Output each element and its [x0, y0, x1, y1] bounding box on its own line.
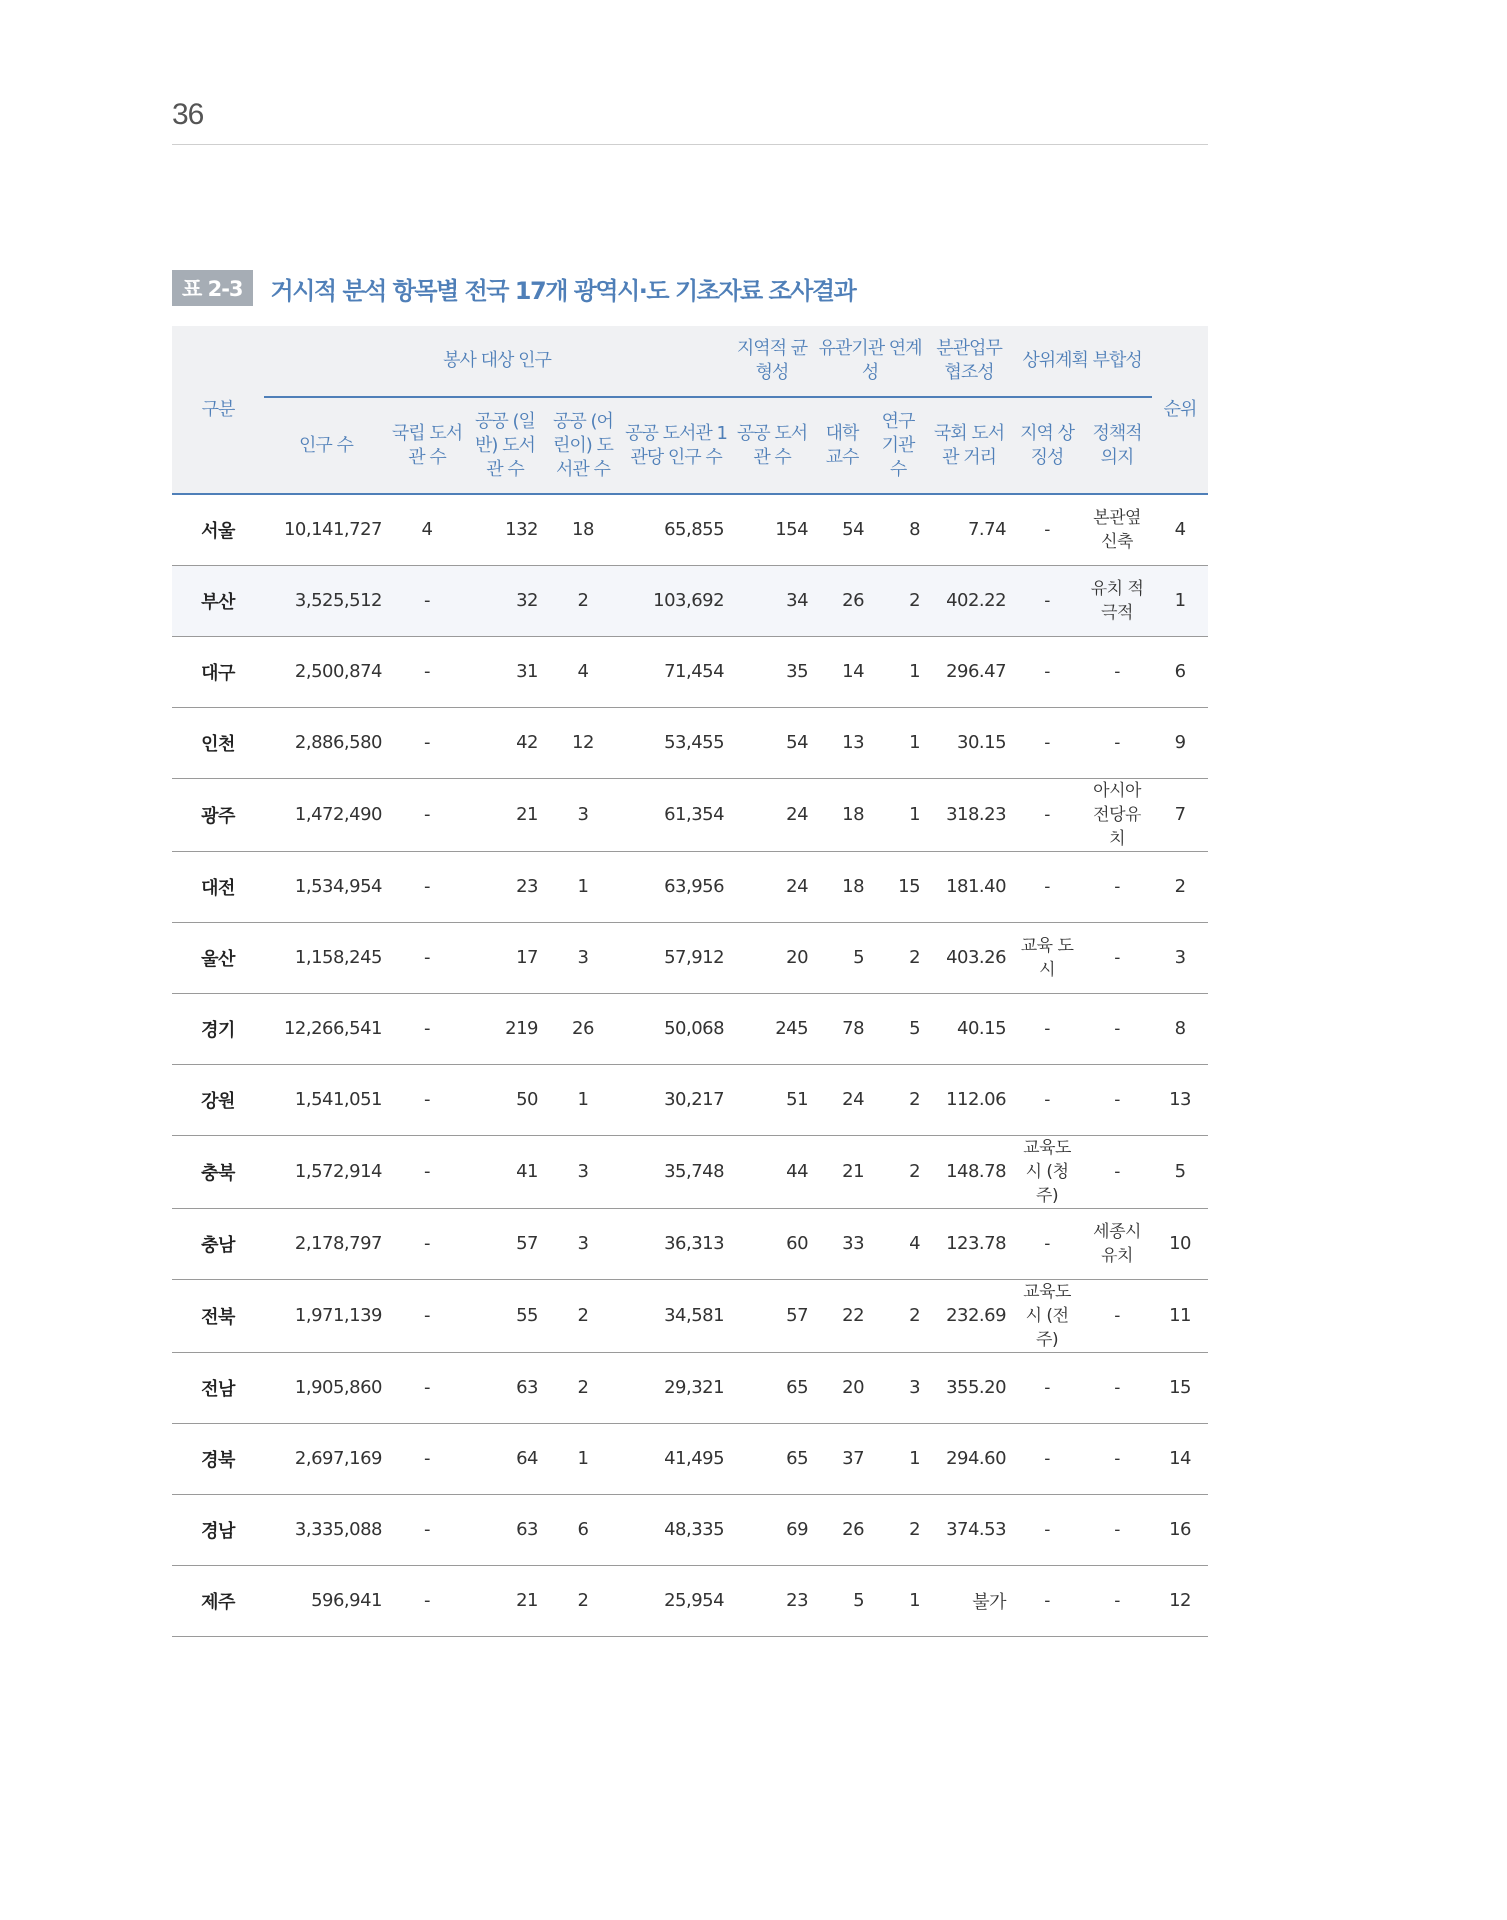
population-per-library-cell: 36,313 [664, 1233, 725, 1254]
national-library-cell: - [424, 1089, 430, 1110]
research-cell: 1 [909, 1590, 921, 1611]
region-cell: 강원 [201, 1090, 235, 1112]
university-cell: 26 [814, 565, 870, 636]
header-population: 인구 수 [264, 397, 388, 494]
national-library-cell: - [424, 947, 430, 968]
public-library-count-cell: 23 [786, 1590, 809, 1611]
population-cell: 1,534,954 [294, 876, 382, 897]
region-cell: 경남 [201, 1520, 235, 1542]
university-cell: 22 [842, 1305, 865, 1326]
national-library-cell: - [424, 1233, 430, 1254]
distance-cell: 123.78 [946, 1233, 1007, 1254]
rank-cell: 11 [1169, 1305, 1192, 1326]
population-per-library-cell: 30,217 [664, 1089, 725, 1110]
public-children-cell: 3 [577, 804, 589, 825]
policy-will-cell: - [1114, 1519, 1120, 1540]
public-children-cell: 18 [572, 519, 594, 541]
policy-will-cell: 아시아 전당유치 [1093, 780, 1141, 849]
population-per-library-cell: 103,692 [622, 565, 730, 636]
rank-cell: 15 [1169, 1377, 1192, 1398]
distance-cell: 112.06 [946, 1089, 1007, 1110]
distance-cell: 181.40 [946, 876, 1007, 897]
public-library-count-cell: 65 [786, 1377, 809, 1398]
population-per-library-cell: 61,354 [664, 804, 725, 825]
rank-cell: 10 [1169, 1233, 1192, 1254]
regional-symbol-cell: - [1044, 1018, 1050, 1039]
header-group-linked: 유관기관 연계성 [814, 326, 926, 397]
regional-symbol-cell: - [1044, 661, 1050, 682]
research-cell: 1 [909, 1448, 921, 1469]
public-library-count-cell: 35 [786, 661, 809, 682]
population-per-library-cell: 57,912 [664, 947, 725, 968]
regional-symbol-cell: - [1044, 732, 1050, 753]
regional-symbol-cell: - [1044, 804, 1050, 825]
table-row [172, 851, 1208, 922]
research-cell: 15 [898, 876, 921, 897]
rank-cell: 2 [1174, 876, 1186, 897]
rank-cell: 16 [1169, 1519, 1192, 1540]
header-policy-will: 정책적 의지 [1082, 397, 1152, 494]
research-cell: 2 [909, 1519, 921, 1540]
page-number: 36 [172, 98, 204, 131]
national-library-cell: - [424, 876, 430, 897]
population-per-library-cell: 53,455 [664, 732, 725, 753]
region-cell: 충남 [201, 1234, 235, 1256]
national-library-cell: - [388, 565, 466, 636]
population-per-library-cell: 25,954 [664, 1590, 725, 1611]
research-cell: 3 [909, 1377, 921, 1398]
policy-will-cell: 유치 적극적 [1082, 565, 1152, 636]
public-general-cell: 57 [516, 1233, 538, 1254]
distance-cell: 402.22 [926, 565, 1012, 636]
region-cell: 전북 [201, 1306, 235, 1328]
public-general-cell: 63 [516, 1519, 538, 1540]
public-general-cell: 219 [505, 1018, 538, 1039]
population-cell: 1,905,860 [294, 1377, 382, 1398]
regional-symbol-cell: - [1044, 876, 1050, 897]
national-library-cell: - [424, 1590, 430, 1611]
policy-will-cell: - [1114, 1590, 1120, 1611]
public-general-cell: 55 [516, 1305, 538, 1326]
region-cell: 대전 [201, 877, 235, 899]
header-national-libraries: 국립 도서관 수 [388, 397, 466, 494]
population-cell: 2,500,874 [294, 661, 382, 682]
distance-cell: 30.15 [957, 732, 1007, 753]
table-caption [172, 272, 855, 304]
research-cell: 1 [909, 732, 921, 753]
header-university-professors: 대학 교수 [814, 397, 870, 494]
policy-will-cell: - [1114, 1018, 1120, 1039]
distance-cell: 294.60 [946, 1448, 1007, 1469]
public-children-cell: 2 [577, 1590, 589, 1611]
header-group-branch: 분관업무 협조성 [926, 326, 1012, 397]
public-library-count-cell: 44 [786, 1161, 809, 1182]
population-per-library-cell: 50,068 [664, 1018, 725, 1039]
rank-cell: 4 [1174, 519, 1186, 541]
public-children-cell: 2 [577, 1377, 589, 1398]
public-library-count-cell: 20 [786, 947, 809, 968]
public-children-cell: 3 [577, 947, 589, 968]
header-rank: 순위 [1152, 326, 1208, 494]
research-cell: 1 [909, 661, 921, 682]
region-cell: 대구 [201, 662, 235, 684]
population-per-library-cell: 63,956 [664, 876, 725, 897]
public-children-cell: 2 [544, 565, 622, 636]
table-row [172, 636, 1208, 707]
population-cell: 2,697,169 [294, 1448, 382, 1469]
table-row [172, 993, 1208, 1064]
header-public-general: 공공 (일반) 도서관 수 [466, 397, 544, 494]
public-library-count-cell: 69 [786, 1519, 809, 1540]
university-cell: 24 [842, 1089, 865, 1110]
region-cell: 서울 [201, 520, 235, 542]
table-row [172, 565, 1208, 636]
public-children-cell: 6 [577, 1519, 589, 1540]
policy-will-cell: - [1114, 1305, 1120, 1326]
regional-symbol-cell: 교육도시 (전주) [1023, 1281, 1071, 1350]
population-per-library-cell: 29,321 [664, 1377, 725, 1398]
policy-will-cell: - [1114, 732, 1120, 753]
region-cell: 경기 [201, 1019, 235, 1041]
university-cell: 20 [842, 1377, 865, 1398]
national-library-cell: 4 [421, 519, 433, 541]
university-cell: 13 [842, 732, 865, 753]
national-library-cell: - [424, 1018, 430, 1039]
population-per-library-cell: 65,855 [664, 519, 725, 541]
public-children-cell: 1 [577, 876, 589, 897]
header-research-institutes: 연구 기관 수 [870, 397, 926, 494]
population-cell: 1,158,245 [294, 947, 382, 968]
table-row [172, 922, 1208, 993]
header-regional-symbol: 지역 상징성 [1012, 397, 1082, 494]
public-general-cell: 42 [516, 732, 538, 753]
header-rule [172, 144, 1208, 145]
population-per-library-cell: 41,495 [664, 1448, 725, 1469]
distance-cell: 318.23 [946, 804, 1007, 825]
policy-will-cell: - [1114, 661, 1120, 682]
policy-will-cell: - [1114, 947, 1120, 968]
population-per-library-cell: 35,748 [664, 1161, 725, 1182]
policy-will-cell: - [1114, 876, 1120, 897]
university-cell: 78 [842, 1018, 865, 1039]
university-cell: 18 [842, 876, 865, 897]
header-region: 구분 [172, 326, 264, 494]
policy-will-cell: - [1114, 1448, 1120, 1469]
header-public-library-count: 공공 도서관 수 [730, 397, 814, 494]
research-cell: 2 [909, 1161, 921, 1182]
regional-symbol-cell: - [1044, 1519, 1050, 1540]
region-cell: 경북 [201, 1449, 235, 1471]
table-row [172, 1208, 1208, 1279]
population-cell: 596,941 [311, 1590, 382, 1611]
public-library-count-cell: 60 [786, 1233, 809, 1254]
national-library-cell: - [424, 1519, 430, 1540]
region-cell: 광주 [201, 805, 235, 827]
rank-cell: 14 [1169, 1448, 1192, 1469]
public-general-cell: 17 [516, 947, 538, 968]
public-library-count-cell: 65 [786, 1448, 809, 1469]
public-library-count-cell: 51 [786, 1089, 809, 1110]
public-children-cell: 4 [577, 661, 589, 682]
distance-cell: 148.78 [946, 1161, 1007, 1182]
distance-cell: 7.74 [967, 519, 1007, 541]
population-cell: 10,141,727 [283, 519, 382, 541]
region-cell: 부산 [172, 565, 264, 636]
population-cell: 3,525,512 [264, 565, 388, 636]
rank-cell: 1 [1152, 565, 1208, 636]
population-per-library-cell: 71,454 [664, 661, 725, 682]
distance-cell: 355.20 [946, 1377, 1007, 1398]
university-cell: 21 [842, 1161, 865, 1182]
table-row [172, 1135, 1208, 1208]
rank-cell: 12 [1169, 1590, 1192, 1611]
table-row [172, 1352, 1208, 1423]
public-general-cell: 32 [466, 565, 544, 636]
distance-cell: 불가 [972, 1591, 1007, 1613]
regional-symbol-cell: 교육도시 (청주) [1023, 1137, 1071, 1206]
public-children-cell: 2 [577, 1305, 589, 1326]
public-general-cell: 41 [516, 1161, 538, 1182]
university-cell: 5 [853, 1590, 865, 1611]
university-cell: 18 [842, 804, 865, 825]
distance-cell: 296.47 [946, 661, 1007, 682]
population-cell: 1,472,490 [294, 804, 382, 825]
public-library-count-cell: 57 [786, 1305, 809, 1326]
regional-symbol-cell: - [1044, 1089, 1050, 1110]
university-cell: 14 [842, 661, 865, 682]
region-cell: 제주 [201, 1591, 235, 1613]
public-library-count-cell: 24 [786, 804, 809, 825]
data-table [172, 326, 1208, 1637]
policy-will-cell: 본관옆 신축 [1093, 507, 1141, 552]
rank-cell: 6 [1174, 661, 1186, 682]
public-general-cell: 21 [516, 804, 538, 825]
population-per-library-cell: 48,335 [664, 1519, 725, 1540]
national-library-cell: - [424, 732, 430, 753]
regional-symbol-cell: - [1012, 565, 1082, 636]
policy-will-cell: 세종시 유치 [1093, 1221, 1141, 1266]
region-cell: 인천 [201, 733, 235, 755]
public-children-cell: 1 [577, 1448, 589, 1469]
distance-cell: 40.15 [957, 1018, 1007, 1039]
public-children-cell: 12 [572, 732, 594, 753]
header-population-per-library: 공공 도서관 1관당 인구 수 [622, 397, 730, 494]
population-cell: 1,971,139 [294, 1305, 382, 1326]
research-cell: 4 [909, 1233, 921, 1254]
public-children-cell: 1 [577, 1089, 589, 1110]
table-row [172, 707, 1208, 778]
public-library-count-cell: 54 [786, 732, 809, 753]
rank-cell: 8 [1174, 1018, 1186, 1039]
regional-symbol-cell: - [1044, 1233, 1050, 1254]
region-cell: 울산 [201, 948, 235, 970]
public-children-cell: 3 [577, 1233, 589, 1254]
population-cell: 3,335,088 [294, 1519, 382, 1540]
population-cell: 1,541,051 [294, 1089, 382, 1110]
regional-symbol-cell: 교육 도시 [1020, 935, 1074, 980]
rank-cell: 9 [1174, 732, 1186, 753]
table-row [172, 778, 1208, 851]
research-cell: 1 [909, 804, 921, 825]
university-cell: 37 [842, 1448, 865, 1469]
population-cell: 12,266,541 [283, 1018, 382, 1039]
public-children-cell: 26 [572, 1018, 594, 1039]
public-general-cell: 63 [516, 1377, 538, 1398]
public-library-count-cell: 24 [786, 876, 809, 897]
header-group-regional: 지역적 균형성 [730, 326, 814, 397]
region-cell: 충북 [201, 1162, 235, 1184]
research-cell: 2 [909, 1305, 921, 1326]
public-library-count-cell: 34 [730, 565, 814, 636]
policy-will-cell: - [1114, 1161, 1120, 1182]
rank-cell: 3 [1174, 947, 1186, 968]
national-library-cell: - [424, 804, 430, 825]
research-cell: 2 [909, 947, 921, 968]
table-row [172, 494, 1208, 565]
university-cell: 5 [853, 947, 865, 968]
public-general-cell: 23 [516, 876, 538, 897]
distance-cell: 374.53 [946, 1519, 1007, 1540]
research-cell: 5 [909, 1018, 921, 1039]
rank-cell: 7 [1174, 804, 1186, 825]
header-public-children: 공공 (어린이) 도서관 수 [544, 397, 622, 494]
table-row [172, 1494, 1208, 1565]
regional-symbol-cell: - [1044, 519, 1050, 540]
university-cell: 26 [842, 1519, 865, 1540]
national-library-cell: - [424, 1305, 430, 1326]
national-library-cell: - [424, 1161, 430, 1182]
national-library-cell: - [424, 1377, 430, 1398]
distance-cell: 403.26 [946, 947, 1007, 968]
public-general-cell: 132 [505, 519, 538, 541]
header-assembly-distance: 국회 도서관 거리 [926, 397, 1012, 494]
region-cell: 전남 [201, 1378, 235, 1400]
population-per-library-cell: 34,581 [664, 1305, 725, 1326]
university-cell: 33 [842, 1233, 865, 1254]
distance-cell: 232.69 [946, 1305, 1007, 1326]
regional-symbol-cell: - [1044, 1377, 1050, 1398]
table-row [172, 1279, 1208, 1352]
research-cell: 2 [909, 1089, 921, 1110]
table-number-badge: 표 2-3 [172, 270, 253, 306]
table-row [172, 1064, 1208, 1135]
regional-symbol-cell: - [1044, 1448, 1050, 1469]
public-general-cell: 50 [516, 1089, 538, 1110]
table-row [172, 1565, 1208, 1636]
header-group-service: 봉사 대상 인구 [264, 326, 730, 397]
header-group-plan: 상위계획 부합성 [1012, 326, 1152, 397]
rank-cell: 5 [1174, 1161, 1186, 1182]
rank-cell: 13 [1169, 1089, 1192, 1110]
public-library-count-cell: 245 [775, 1018, 809, 1039]
public-general-cell: 21 [516, 1590, 538, 1611]
national-library-cell: - [424, 1448, 430, 1469]
policy-will-cell: - [1114, 1377, 1120, 1398]
population-cell: 2,886,580 [294, 732, 382, 753]
public-general-cell: 31 [516, 661, 538, 682]
population-cell: 2,178,797 [294, 1233, 382, 1254]
public-children-cell: 3 [577, 1161, 589, 1182]
population-cell: 1,572,914 [294, 1161, 382, 1182]
policy-will-cell: - [1114, 1089, 1120, 1110]
research-cell: 2 [870, 565, 926, 636]
regional-symbol-cell: - [1044, 1590, 1050, 1611]
table-row [172, 1423, 1208, 1494]
table-title: 거시적 분석 항목별 전국 17개 광역시·도 기초자료 조사결과 [270, 276, 856, 305]
research-cell: 8 [909, 519, 921, 541]
public-library-count-cell: 154 [775, 519, 809, 541]
university-cell: 54 [842, 519, 865, 541]
national-library-cell: - [424, 661, 430, 682]
public-general-cell: 64 [516, 1448, 538, 1469]
